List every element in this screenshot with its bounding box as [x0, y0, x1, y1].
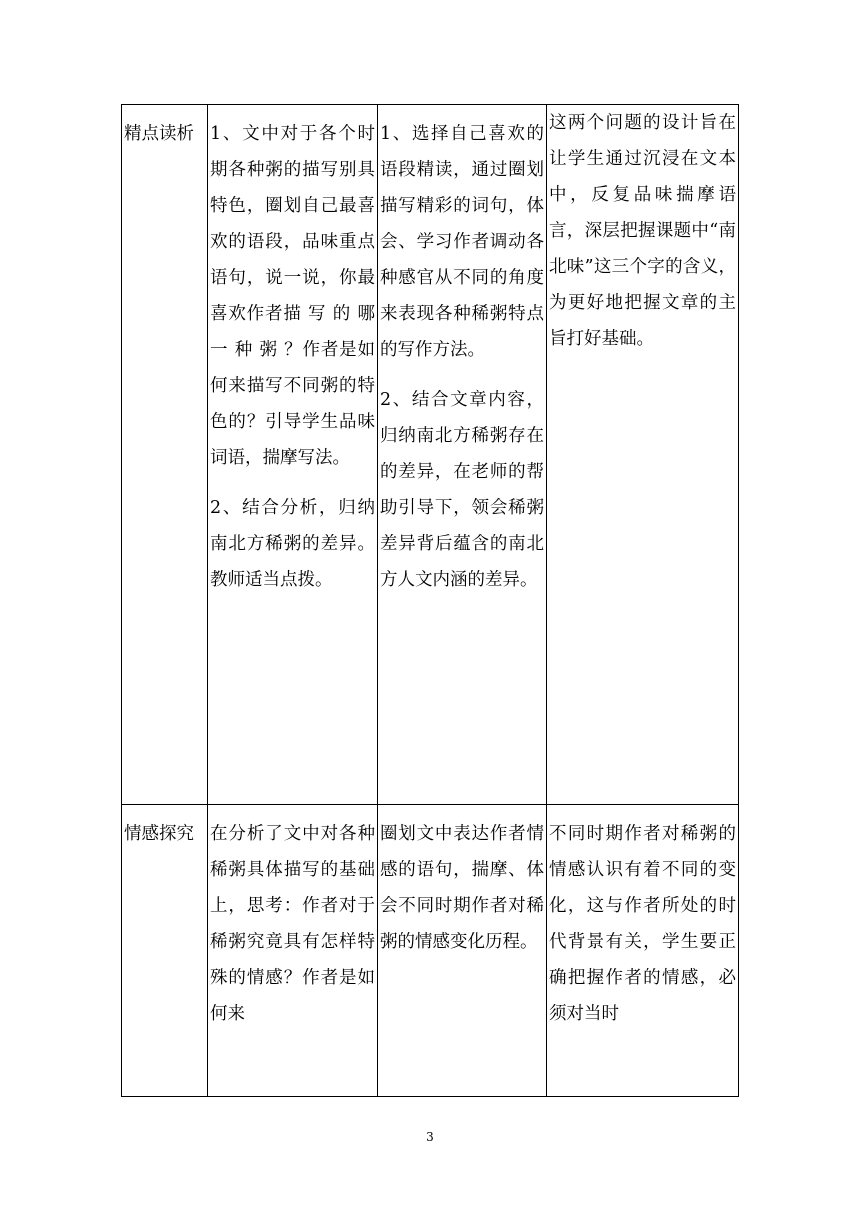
design-intent-cell	[547, 805, 739, 1097]
student-activity-cell	[378, 105, 547, 805]
teacher-activity-text: 1、文中对于各个时期各种粥的描写别具特色，圈划自己最喜欢的语段，品味重点语句，说一说，你最喜欢作者描 写 的 哪 一 种 粥 ？作者是如何来描写不同粥的特色的？引导学生品味词语，揣摩写法。	[210, 124, 375, 468]
student-activity-text: 2、结合文章内容，归纳南北方稀粥存在的差异，在老师的帮助引导下，领会稀粥差异背后蕴含的南北方人文内涵的差异。	[380, 390, 544, 590]
stage-cell	[122, 105, 208, 805]
table-row	[122, 805, 739, 1097]
student-activity-text: 1、选择自己喜欢的语段精读，通过圈划描写精彩的词句，体会、学习作者调动各种感官从不同的角度来表现各种稀粥特点的写作方法。	[380, 124, 544, 360]
stage-label: 精点读析	[124, 124, 194, 144]
student-activity-text: 圈划文中表达作者情感的语句，揣摩、体会不同时期作者对稀粥的情感变化历程。	[380, 824, 544, 952]
stage-label: 情感探究	[124, 824, 194, 844]
teacher-activity-cell	[208, 105, 378, 805]
design-intent-text: 不同时期作者对稀粥的情感认识有着不同的变化，这与作者所处的时代背景有关，学生要正确把握作者的情感，必须对当时	[549, 824, 736, 1024]
page-number: 3	[426, 1130, 434, 1144]
student-activity-cell	[378, 805, 547, 1097]
stage-cell	[122, 805, 208, 1097]
lesson-plan-table	[121, 104, 739, 1097]
teacher-activity-text: 2、结合分析，归纳南北方稀粥的差异。教师适当点拨。	[210, 498, 375, 590]
design-intent-cell	[547, 105, 739, 805]
teacher-activity-text: 在分析了文中对各种稀粥具体描写的基础上，思考：作者对于稀粥究竟具有怎样特殊的情感？作者是如何来	[210, 824, 375, 1024]
design-intent-text: 这两个问题的设计旨在让学生通过沉浸在文本中，反复品味揣摩语言，深层把握课题中“南北味”这三个字的含义，为更好地把握文章的主旨打好基础。	[549, 113, 736, 349]
teacher-activity-cell	[208, 805, 378, 1097]
table-row	[122, 105, 739, 805]
